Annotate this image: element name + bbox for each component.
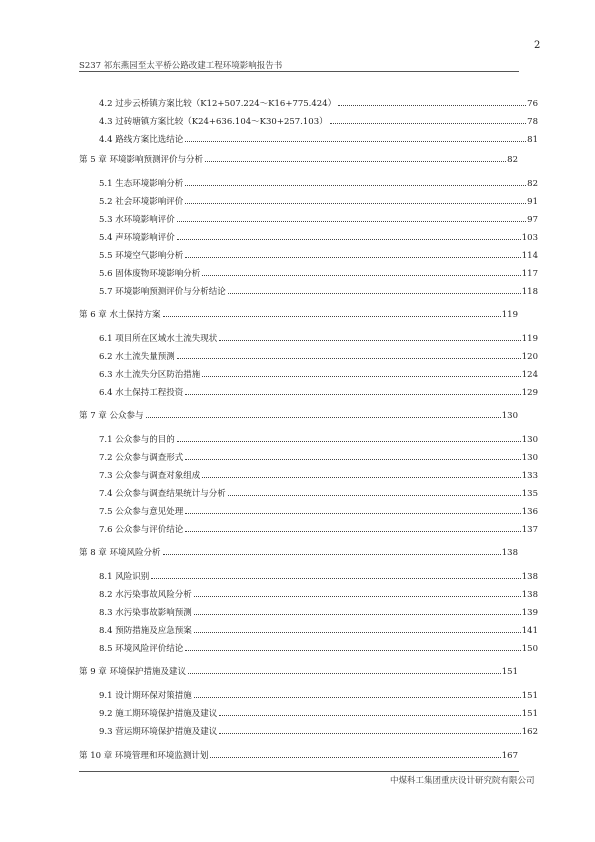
toc-dot-leader [194,613,521,615]
toc-entry-title: 第 9 章 环境保护措施及建议 [79,667,187,677]
toc-entry-title: 8.1 风险识别 [99,572,150,582]
toc-entry-title: 9.3 营运期环境保护措施及建议 [99,727,218,737]
toc-entry-page: 130 [501,411,518,421]
toc-entry-page: 81 [527,135,538,145]
toc-section-entry [99,690,538,702]
toc-section-entry [99,506,538,518]
toc-entry-page: 130 [521,435,538,445]
toc-dot-leader [202,476,521,478]
toc-entry-title: 5.3 水环境影响评价 [99,215,175,225]
toc-entry-title: 7.4 公众参与调查结果统计与分析 [99,489,226,499]
toc-entry-page: 151 [521,709,538,719]
toc-chapter-entry [79,750,518,762]
toc-dot-leader [194,595,521,597]
toc-entry-title: 5.7 环境影响预测评价与分析结论 [99,287,226,297]
toc-section-entry [99,726,538,738]
toc-dot-leader [177,357,521,359]
toc-dot-leader [330,122,527,124]
toc-entry-page: 151 [501,667,518,677]
toc-entry-title: 5.5 环境空气影响分析 [99,251,184,261]
toc-dot-leader [188,672,501,674]
toc-section-entry [99,387,538,399]
toc-dot-leader [146,416,501,418]
toc-section-entry [99,607,538,619]
toc-dot-leader [177,440,521,442]
toc-dot-leader [338,104,526,106]
toc-dot-leader [202,375,521,377]
header-title: S237 祁东燕园至太平桥公路改建工程环境影响报告书 [79,61,283,71]
toc-entry-title: 第 7 章 公众参与 [79,411,144,421]
toc-section-entry [99,470,538,482]
toc-entry-title: 7.2 公众参与调查形式 [99,453,184,463]
toc-dot-leader [185,202,526,204]
toc-section-entry [99,452,538,464]
toc-section-entry [99,214,538,226]
toc-section-entry [99,196,538,208]
toc-entry-title: 5.2 社会环境影响评价 [99,197,184,207]
toc-dot-leader [185,649,521,651]
toc-chapter-entry [79,547,518,559]
toc-entry-page: 82 [507,155,518,165]
toc-entry-page: 133 [521,471,538,481]
toc-chapter-entry [79,410,518,422]
toc-entry-page: 138 [521,572,538,582]
toc-dot-leader [185,256,521,258]
toc-dot-leader [194,631,521,633]
toc-dot-leader [185,530,521,532]
toc-entry-page: 97 [527,215,538,225]
toc-entry-page: 114 [521,251,538,261]
toc-section-entry [99,232,538,244]
toc-entry-title: 8.5 环境风险评价结论 [99,644,184,654]
toc-entry-page: 120 [521,352,538,362]
toc-entry-title: 第 10 章 环境管理和环境监测计划 [79,751,209,761]
toc-dot-leader [202,274,521,276]
toc-entry-title: 7.3 公众参与调查对象组成 [99,471,201,481]
toc-dot-leader [185,184,526,186]
toc-section-entry [99,625,538,637]
footer-rule [79,771,519,772]
toc-entry-page: 139 [521,608,538,618]
footer-organization: 中煤科工集团重庆设计研究院有限公司 [390,776,535,786]
toc-dot-leader [228,494,521,496]
toc-entry-page: 129 [521,388,538,398]
toc-section-entry [99,116,538,128]
toc-entry-title: 6.2 水土流失量预测 [99,352,175,362]
toc-entry-title: 8.2 水污染事故风险分析 [99,590,192,600]
toc-entry-page: 118 [521,287,538,297]
toc-section-entry [99,268,538,280]
toc-entry-title: 4.2 过步云桥镇方案比较（K12+507.224～K16+775.424） [99,99,337,109]
toc-entry-page: 137 [521,525,538,535]
header-rule [79,71,519,72]
toc-entry-title: 5.4 声环境影响评价 [99,233,175,243]
toc-dot-leader [210,756,500,758]
toc-entry-title: 9.2 施工期环境保护措施及建议 [99,709,218,719]
toc-dot-leader [177,220,526,222]
toc-dot-leader [228,292,521,294]
toc-dot-leader [185,140,526,142]
toc-section-entry [99,98,538,110]
toc-entry-title: 6.3 水土流失分区防治措施 [99,370,201,380]
toc-entry-page: 138 [501,548,518,558]
toc-entry-title: 第 8 章 环境风险分析 [79,548,161,558]
toc-entry-title: 第 6 章 水土保持方案 [79,310,161,320]
toc-entry-page: 130 [521,453,538,463]
toc-entry-title: 7.5 公众参与意见处理 [99,507,184,517]
page-number: 2 [534,40,541,51]
toc-chapter-entry [79,309,518,321]
toc-entry-title: 5.6 固体废物环境影响分析 [99,269,201,279]
toc-section-entry [99,134,538,146]
toc-section-entry [99,643,538,655]
toc-entry-title: 第 5 章 环境影响预测评价与分析 [79,155,204,165]
toc-dot-leader [163,553,501,555]
toc-section-entry [99,589,538,601]
toc-section-entry [99,333,538,345]
toc-entry-page: 82 [527,179,538,189]
toc-dot-leader [205,160,506,162]
toc-entry-page: 124 [521,370,538,380]
toc-entry-page: 76 [527,99,538,109]
toc-entry-page: 119 [501,310,518,320]
toc-chapter-entry [79,666,518,678]
toc-entry-page: 119 [521,334,538,344]
toc-section-entry [99,488,538,500]
toc-dot-leader [163,315,501,317]
toc-entry-page: 135 [521,489,538,499]
toc-entry-title: 8.4 预防措施及应急预案 [99,626,192,636]
toc-section-entry [99,524,538,536]
toc-section-entry [99,369,538,381]
toc-entry-title: 4.4 路线方案比选结论 [99,135,184,145]
toc-dot-leader [185,512,521,514]
toc-entry-page: 162 [521,727,538,737]
toc-dot-leader [219,339,521,341]
toc-dot-leader [219,732,521,734]
toc-section-entry [99,178,538,190]
toc-entry-page: 141 [521,626,538,636]
toc-entry-page: 167 [501,751,518,761]
toc-dot-leader [151,577,521,579]
toc-entry-title: 5.1 生态环境影响分析 [99,179,184,189]
toc-section-entry [99,286,538,298]
toc-entry-title: 7.6 公众参与评价结论 [99,525,184,535]
toc-section-entry [99,434,538,446]
toc-dot-leader [185,458,521,460]
toc-dot-leader [177,238,521,240]
toc-section-entry [99,571,538,583]
toc-entry-page: 136 [521,507,538,517]
toc-section-entry [99,708,538,720]
toc-dot-leader [185,393,521,395]
toc-entry-title: 7.1 公众参与的目的 [99,435,175,445]
toc-dot-leader [219,714,521,716]
toc-entry-title: 8.3 水污染事故影响预测 [99,608,192,618]
toc-section-entry [99,250,538,262]
toc-entry-page: 78 [527,117,538,127]
toc-entry-title: 6.1 项目所在区域水土流失现状 [99,334,218,344]
toc-entry-page: 151 [521,691,538,701]
toc-entry-page: 138 [521,590,538,600]
toc-entry-page: 150 [521,644,538,654]
toc-chapter-entry [79,154,518,166]
toc-entry-page: 103 [521,233,538,243]
toc-entry-title: 6.4 水土保持工程投资 [99,388,184,398]
toc-dot-leader [194,696,521,698]
toc-entry-page: 91 [527,197,538,207]
toc-entry-title: 4.3 过砖塘镇方案比较（K24+636.104～K30+257.103） [99,117,328,127]
toc-section-entry [99,351,538,363]
toc-entry-title: 9.1 设计期环保对策措施 [99,691,192,701]
toc-entry-page: 117 [521,269,538,279]
